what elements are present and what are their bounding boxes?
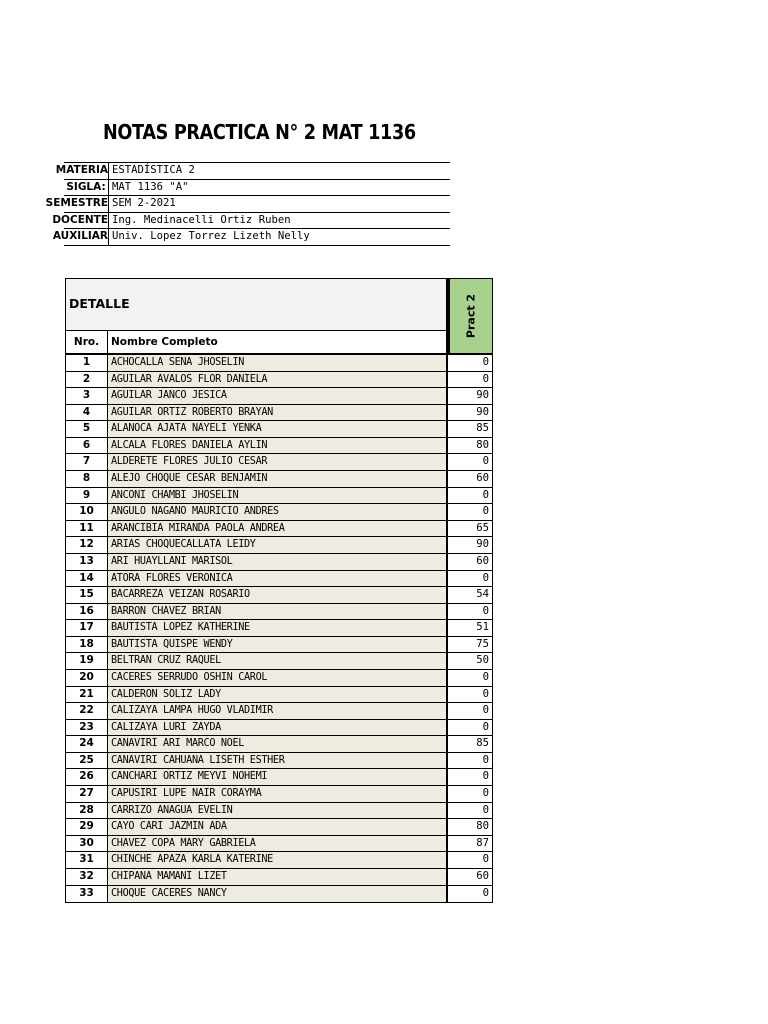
info-value: MAT 1136 "A" xyxy=(112,180,189,193)
table-row xyxy=(66,537,492,554)
student-name[interactable]: ARIAS CHOQUECALLATA LEIDY xyxy=(108,537,448,553)
score-cell[interactable]: 65 xyxy=(448,521,492,537)
info-value: Ing. Medinacelli Ortiz Ruben xyxy=(112,213,291,226)
info-label xyxy=(55,163,109,179)
row-number[interactable]: 14 xyxy=(66,571,108,587)
info-label-text: AUXILIAR xyxy=(52,230,108,243)
info-value: SEM 2-2021 xyxy=(112,197,176,210)
table-row xyxy=(66,405,492,422)
row-number[interactable]: 20 xyxy=(66,670,108,686)
row-number[interactable]: 27 xyxy=(66,786,108,802)
score-cell[interactable]: 0 xyxy=(448,803,492,819)
student-name[interactable]: CAYO CARI JAZMIN ADA xyxy=(108,819,448,835)
table-row xyxy=(66,720,492,737)
student-name[interactable]: ALDERETE FLORES JULIO CESAR xyxy=(108,454,448,470)
row-number[interactable]: 32 xyxy=(66,869,108,885)
score-cell[interactable]: 80 xyxy=(448,819,492,835)
score-cell[interactable]: 0 xyxy=(448,753,492,769)
student-name[interactable]: ANGULO NAGANO MAURICIO ANDRES xyxy=(108,504,448,520)
table-row xyxy=(66,803,492,820)
row-number[interactable]: 23 xyxy=(66,720,108,736)
row-number[interactable]: 30 xyxy=(66,836,108,852)
student-name[interactable]: AGUILAR JANCO JESICA xyxy=(108,388,448,404)
column-header-name: Nombre Completo xyxy=(108,331,448,353)
score-cell[interactable]: 90 xyxy=(448,405,492,421)
info-row xyxy=(55,162,450,179)
row-number[interactable]: 2 xyxy=(66,372,108,388)
score-cell[interactable]: 0 xyxy=(448,852,492,868)
table-row xyxy=(66,620,492,637)
info-label-text: SIGLA: xyxy=(66,180,106,193)
info-value: Univ. Lopez Torrez Lizeth Nelly xyxy=(112,230,310,243)
student-name[interactable]: CARRIZO ANAGUA EVELIN xyxy=(108,803,448,819)
course-info-table xyxy=(45,162,450,246)
table-row xyxy=(66,653,492,670)
student-name[interactable]: AGUILAR AVALOS FLOR DANIELA xyxy=(108,372,448,388)
table-row xyxy=(66,852,492,869)
table-row xyxy=(66,554,492,571)
table-row xyxy=(66,769,492,786)
student-name[interactable]: ACHOCALLA SENA JHOSELIN xyxy=(108,355,448,371)
table-row xyxy=(66,488,492,505)
row-number[interactable]: 6 xyxy=(66,438,108,454)
table-row xyxy=(66,388,492,405)
row-number[interactable]: 18 xyxy=(66,637,108,653)
column-header-nro: Nro. xyxy=(66,331,108,353)
table-row xyxy=(66,471,492,488)
student-name[interactable]: ARI HUAYLLANI MARISOL xyxy=(108,554,448,570)
score-cell[interactable]: 80 xyxy=(448,438,492,454)
score-cell[interactable]: 0 xyxy=(448,786,492,802)
info-label xyxy=(52,213,109,229)
table-row xyxy=(66,819,492,836)
table-header-section xyxy=(66,279,492,331)
student-name[interactable]: ATORA FLORES VERONICA xyxy=(108,571,448,587)
score-cell[interactable]: 54 xyxy=(448,587,492,603)
score-cell[interactable]: 60 xyxy=(448,869,492,885)
student-name[interactable]: CHAVEZ COPA MARY GABRIELA xyxy=(108,836,448,852)
info-value: ESTADÍSTICA 2 xyxy=(112,164,195,176)
student-name[interactable]: BARRON CHAVEZ BRIAN xyxy=(108,604,448,620)
student-name[interactable]: CALIZAYA LAMPA HUGO VLADIMIR xyxy=(108,703,448,719)
student-name[interactable]: ANCONI CHAMBI JHOSELIN xyxy=(108,488,448,504)
row-number[interactable]: 11 xyxy=(66,521,108,537)
info-label xyxy=(64,180,109,196)
student-name[interactable]: CHINCHE APAZA KARLA KATERINE xyxy=(108,852,448,868)
table-row xyxy=(66,438,492,455)
column-header-row xyxy=(66,331,492,353)
student-name[interactable]: ARANCIBIA MIRANDA PAOLA ANDREA xyxy=(108,521,448,537)
student-name[interactable]: CACERES SERRUDO OSHIN CAROL xyxy=(108,670,448,686)
score-cell[interactable]: 0 xyxy=(448,604,492,620)
row-number[interactable]: 17 xyxy=(66,620,108,636)
score-cell[interactable]: 0 xyxy=(448,720,492,736)
page-title: NOTAS PRACTICA N° 2 MAT 1136 xyxy=(103,120,416,144)
row-number[interactable]: 10 xyxy=(66,504,108,520)
table-row xyxy=(66,571,492,588)
score-cell[interactable]: 0 xyxy=(448,886,492,903)
row-number[interactable]: 29 xyxy=(66,819,108,835)
table-row xyxy=(66,372,492,389)
score-cell[interactable]: 85 xyxy=(448,421,492,437)
student-name[interactable]: CAPUSIRI LUPE NAIR CORAYMA xyxy=(108,786,448,802)
score-cell[interactable]: 90 xyxy=(448,388,492,404)
info-row xyxy=(52,212,450,229)
row-number[interactable]: 22 xyxy=(66,703,108,719)
table-row xyxy=(66,836,492,853)
student-name[interactable]: BELTRAN CRUZ RAQUEL xyxy=(108,653,448,669)
student-name[interactable]: ALEJO CHOQUE CESAR BENJAMIN xyxy=(108,471,448,487)
info-label-text: MATERIA xyxy=(55,164,108,176)
score-cell[interactable]: 60 xyxy=(448,471,492,487)
table-row xyxy=(66,504,492,521)
score-cell[interactable]: 75 xyxy=(448,637,492,653)
table-row xyxy=(66,786,492,803)
info-label-text: DOCENTE xyxy=(52,213,108,226)
score-cell[interactable]: 0 xyxy=(448,769,492,785)
column-header-score-label: Pract 2 xyxy=(464,293,478,339)
row-number[interactable]: 26 xyxy=(66,769,108,785)
student-name[interactable]: BAUTISTA QUISPE WENDY xyxy=(108,637,448,653)
row-number[interactable]: 12 xyxy=(66,537,108,553)
info-row xyxy=(45,195,450,212)
row-number[interactable]: 16 xyxy=(66,604,108,620)
score-cell[interactable]: 0 xyxy=(448,670,492,686)
row-number[interactable]: 25 xyxy=(66,753,108,769)
score-cell[interactable]: 0 xyxy=(448,488,492,504)
table-row xyxy=(66,637,492,654)
row-number[interactable]: 19 xyxy=(66,653,108,669)
table-row xyxy=(66,703,492,720)
row-number[interactable]: 28 xyxy=(66,803,108,819)
student-name[interactable]: CANAVIRI ARI MARCO NOEL xyxy=(108,736,448,752)
student-name[interactable]: CHOQUE CACERES NANCY xyxy=(108,886,448,903)
info-label xyxy=(45,196,109,212)
section-label: DETALLE xyxy=(66,279,448,331)
score-cell[interactable]: 0 xyxy=(448,687,492,703)
table-row xyxy=(66,753,492,770)
row-number[interactable]: 31 xyxy=(66,852,108,868)
table-row xyxy=(66,355,492,372)
row-number[interactable]: 9 xyxy=(66,488,108,504)
student-name[interactable]: ALANOCA AJATA NAYELI YENKA xyxy=(108,421,448,437)
row-number[interactable]: 21 xyxy=(66,687,108,703)
table-body xyxy=(66,353,492,902)
student-name[interactable]: AGUILAR ORTIZ ROBERTO BRAYAN xyxy=(108,405,448,421)
score-cell[interactable]: 85 xyxy=(448,736,492,752)
student-name[interactable]: BACARREZA VEIZAN ROSARIO xyxy=(108,587,448,603)
row-number[interactable]: 8 xyxy=(66,471,108,487)
info-row xyxy=(64,179,450,196)
student-name[interactable]: CALIZAYA LURI ZAYDA xyxy=(108,720,448,736)
student-name[interactable]: CHIPANA MAMANI LIZET xyxy=(108,869,448,885)
grades-table xyxy=(65,278,493,903)
student-name[interactable]: CANCHARI ORTIZ MEYVI NOHEMI xyxy=(108,769,448,785)
student-name[interactable]: CANAVIRI CAHUANA LISETH ESTHER xyxy=(108,753,448,769)
row-number[interactable]: 33 xyxy=(66,886,108,903)
row-number[interactable]: 3 xyxy=(66,388,108,404)
row-number[interactable]: 15 xyxy=(66,587,108,603)
table-row xyxy=(66,604,492,621)
table-row xyxy=(66,736,492,753)
score-cell[interactable]: 0 xyxy=(448,703,492,719)
score-cell[interactable]: 0 xyxy=(448,372,492,388)
score-cell[interactable]: 0 xyxy=(448,355,492,371)
info-label xyxy=(52,229,109,245)
row-number[interactable]: 1 xyxy=(66,355,108,371)
score-cell[interactable]: 0 xyxy=(448,454,492,470)
score-cell[interactable]: 90 xyxy=(448,537,492,553)
table-row xyxy=(66,886,492,903)
score-cell[interactable]: 0 xyxy=(448,504,492,520)
row-number[interactable]: 13 xyxy=(66,554,108,570)
table-row xyxy=(66,869,492,886)
table-row xyxy=(66,421,492,438)
table-row xyxy=(66,587,492,604)
table-row xyxy=(66,454,492,471)
table-row xyxy=(66,521,492,538)
score-cell[interactable]: 87 xyxy=(448,836,492,852)
row-number[interactable]: 4 xyxy=(66,405,108,421)
column-header-score[interactable] xyxy=(448,279,492,353)
score-cell[interactable]: 50 xyxy=(448,653,492,669)
student-name[interactable]: BAUTISTA LOPEZ KATHERINE xyxy=(108,620,448,636)
info-row xyxy=(52,228,450,246)
student-name[interactable]: CALDERON SOLIZ LADY xyxy=(108,687,448,703)
table-row xyxy=(66,687,492,704)
table-row xyxy=(66,670,492,687)
score-cell[interactable]: 0 xyxy=(448,571,492,587)
row-number[interactable]: 5 xyxy=(66,421,108,437)
info-label-text: SEMESTRE xyxy=(45,197,108,210)
student-name[interactable]: ALCALA FLORES DANIELA AYLIN xyxy=(108,438,448,454)
score-cell[interactable]: 51 xyxy=(448,620,492,636)
score-cell[interactable]: 60 xyxy=(448,554,492,570)
row-number[interactable]: 24 xyxy=(66,736,108,752)
row-number[interactable]: 7 xyxy=(66,454,108,470)
